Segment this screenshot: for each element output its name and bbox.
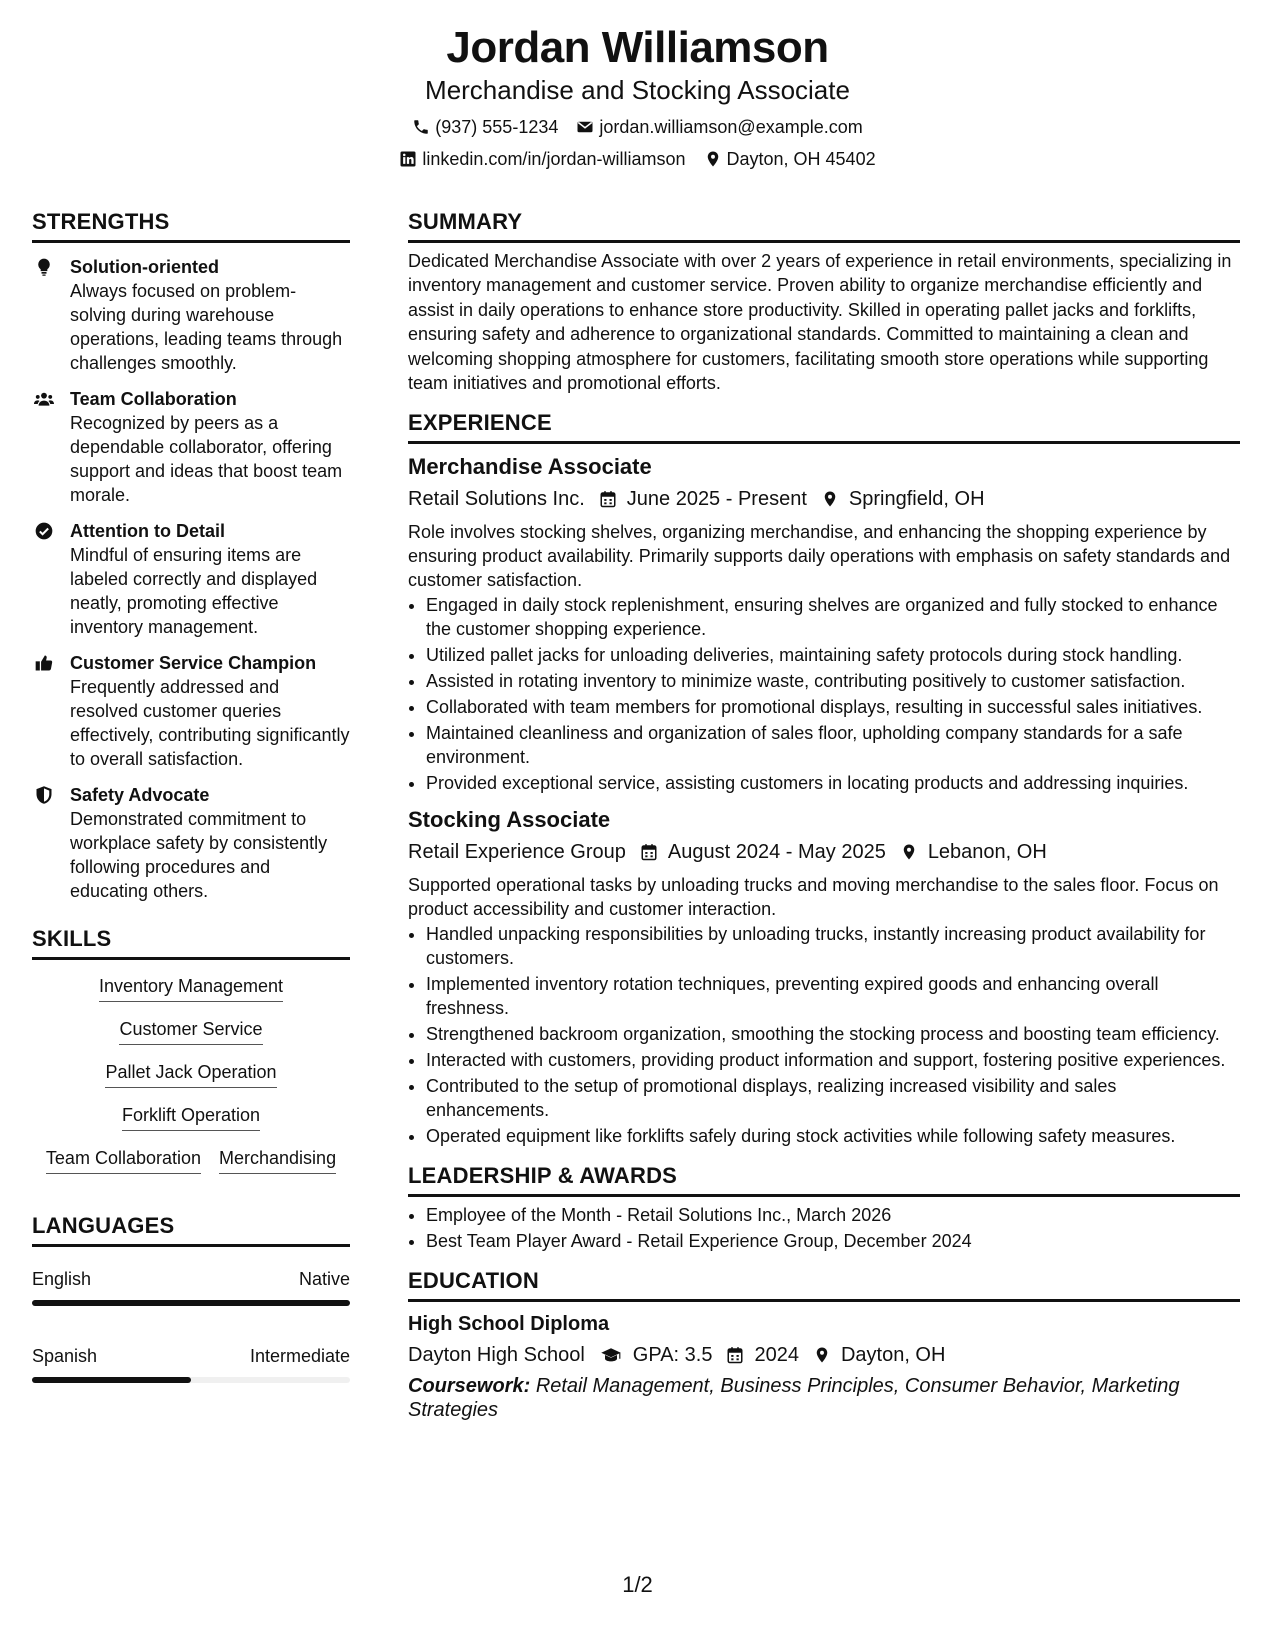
shield-icon: [34, 785, 54, 805]
left-column: [32, 208, 350, 1421]
coursework-label: Coursework:: [408, 1375, 531, 1398]
email-text[interactable]: jordan.williamson@example.com: [599, 117, 863, 137]
phone-text[interactable]: (937) 555-1234: [435, 117, 559, 137]
job-description: Role involves stocking shelves, organizing merchandise, and enhancing the shopping experience by ensuring product availability. Primarily supports daily operations with emphasis on safety standards and customer satisfaction.: [408, 522, 1231, 591]
job-company: Retail Solutions Inc.: [408, 488, 585, 511]
graduation-cap-icon: [599, 1346, 623, 1364]
job-bullets: [408, 593, 1240, 795]
job-title: Merchandise Associate: [408, 454, 652, 480]
education-meta: [408, 1340, 1240, 1370]
strength-title: Safety Advocate: [70, 785, 210, 805]
skill-tag: Team Collaboration: [46, 1146, 201, 1174]
award-item: • Best Team Player Award - Retail Experience Group, December 2024: [426, 1229, 1240, 1253]
strength-item: [32, 387, 350, 507]
education-gpa: GPA: 3.5: [632, 1344, 713, 1367]
lightbulb-icon: [34, 257, 54, 277]
thumbs-up-icon: [34, 653, 54, 673]
job-description: Supported operational tasks by unloading trucks and moving merchandise to the sales floor. Focus on product accessibility and customer interaction.: [408, 875, 1219, 920]
languages-heading: LANGUAGES: [32, 1212, 350, 1247]
skill-tag: Forklift Operation: [122, 1103, 260, 1131]
skill-tag: Customer Service: [119, 1017, 262, 1045]
skills-heading: SKILLS: [32, 925, 350, 960]
language-proficiency-bar: [32, 1300, 350, 1306]
strength-title: Attention to Detail: [70, 521, 225, 541]
linkedin-text[interactable]: linkedin.com/in/jordan-williamson: [422, 149, 686, 169]
job-bullet: • Maintained cleanliness and organization of sales floor, upholding company standards for a safe environment.: [426, 721, 1240, 769]
strength-desc: Mindful of ensuring items are labeled correctly and displayed neatly, promoting effective inventory management.: [70, 545, 318, 637]
calendar-icon: [640, 843, 658, 861]
job-bullet: • Engaged in daily stock replenishment, ensuring shelves are organized and fully stocked to enhance the customer shopping experience.: [426, 593, 1240, 641]
job-bullet: • Handled unpacking responsibilities by unloading trucks, instantly increasing product availability for customers.: [426, 922, 1240, 970]
resume-header: [0, 22, 1275, 172]
experience-heading: EXPERIENCE: [408, 409, 1240, 444]
skill-tag: Inventory Management: [99, 974, 283, 1002]
strength-desc: Demonstrated commitment to workplace safety by consistently following procedures and educating others.: [70, 809, 328, 901]
language-item: [32, 1344, 350, 1383]
strength-title: Customer Service Champion: [70, 653, 317, 673]
location-text: Dayton, OH 45402: [726, 149, 876, 169]
location-contact: [704, 146, 876, 172]
right-column: [408, 208, 1240, 1422]
language-item: [32, 1267, 350, 1306]
language-proficiency-fill: [32, 1377, 191, 1383]
job-location: Lebanon, OH: [927, 841, 1047, 864]
phone-icon: [412, 118, 430, 136]
page-number: 1/2: [622, 1572, 653, 1597]
calendar-icon: [726, 1346, 744, 1364]
strength-item: [32, 651, 350, 771]
linkedin-icon: [399, 150, 417, 168]
job-bullets: [408, 922, 1240, 1148]
language-name: English: [32, 1269, 92, 1289]
job-bullet: • Assisted in rotating inventory to minimize waste, contributing positively to customer satisfaction.: [426, 669, 1240, 693]
strength-desc: Always focused on problem-solving during warehouse operations, leading teams through challenges smoothly.: [70, 281, 343, 373]
education-coursework: [408, 1374, 1240, 1422]
job-bullet: • Utilized pallet jacks for unloading deliveries, maintaining safety protocols during stock handling.: [426, 643, 1240, 667]
job-title: Stocking Associate: [408, 807, 611, 833]
awards-heading: LEADERSHIP & AWARDS: [408, 1162, 1240, 1197]
job-dates: June 2025 - Present: [626, 488, 807, 511]
job-company: Retail Experience Group: [408, 841, 626, 864]
job-bullet: • Implemented inventory rotation techniques, preventing expired goods and enhancing overall freshness.: [426, 972, 1240, 1020]
strength-item: [32, 255, 350, 375]
candidate-title: Merchandise and Stocking Associate: [425, 75, 850, 105]
map-pin-icon: [821, 490, 839, 508]
strength-title: Solution-oriented: [70, 257, 219, 277]
language-level: Native: [298, 1269, 350, 1289]
phone-contact: [412, 114, 558, 140]
job-bullet: • Operated equipment like forklifts safely during stock activities while following safety measures.: [426, 1124, 1240, 1148]
strengths-heading: STRENGTHS: [32, 208, 350, 243]
job-bullet: • Contributed to the setup of promotional displays, realizing increased visibility and sales enhancements.: [426, 1074, 1240, 1122]
skill-tag: Merchandising: [219, 1146, 336, 1174]
map-pin-icon: [704, 150, 722, 168]
candidate-name: Jordan Williamson: [446, 23, 829, 72]
language-name: Spanish: [32, 1346, 98, 1366]
job-dates: August 2024 - May 2025: [667, 841, 886, 864]
education-year: 2024: [754, 1344, 799, 1367]
job-location: Springfield, OH: [848, 488, 985, 511]
job-meta: [408, 837, 1240, 867]
strength-desc: Recognized by peers as a dependable collaborator, offering support and ideas that boost team morale.: [70, 413, 343, 505]
job-bullet: • Collaborated with team members for promotional displays, resulting in successful sales initiatives.: [426, 695, 1240, 719]
job-bullet: • Interacted with customers, providing product information and support, fostering positive experiences.: [426, 1048, 1240, 1072]
strength-item: [32, 519, 350, 639]
education-degree: High School Diploma: [408, 1313, 610, 1336]
skill-tag: Pallet Jack Operation: [105, 1060, 276, 1088]
contact-row-2: [0, 146, 1275, 172]
coursework-text: Retail Management, Business Principles, Consumer Behavior, Marketing Strategies: [408, 1375, 1180, 1422]
job-bullet: • Provided exceptional service, assisting customers in locating products and addressing inquiries.: [426, 771, 1240, 795]
users-icon: [34, 389, 54, 409]
contact-row-1: [0, 114, 1275, 140]
education-school: Dayton High School: [408, 1344, 585, 1367]
language-proficiency-fill: [32, 1300, 350, 1306]
job-meta: [408, 484, 1240, 514]
map-pin-icon: [813, 1346, 831, 1364]
summary-heading: SUMMARY: [408, 208, 1240, 243]
education-location: Dayton, OH: [840, 1344, 946, 1367]
job-entry: [408, 452, 1240, 795]
linkedin-contact: [399, 146, 685, 172]
award-item: • Employee of the Month - Retail Solutions Inc., March 2026: [426, 1203, 1240, 1227]
language-proficiency-bar: [32, 1377, 350, 1383]
skills-list: [32, 974, 350, 1174]
email-contact: [576, 114, 862, 140]
education-heading: EDUCATION: [408, 1267, 1240, 1302]
strength-item: [32, 783, 350, 903]
strength-desc: Frequently addressed and resolved customer queries effectively, contributing significantly to overall satisfaction.: [70, 677, 350, 769]
job-entry: [408, 805, 1240, 1148]
map-pin-icon: [900, 843, 918, 861]
job-bullet: • Strengthened backroom organization, smoothing the stocking process and boosting team efficiency.: [426, 1022, 1240, 1046]
check-circle-icon: [34, 521, 54, 541]
awards-list: [408, 1203, 1240, 1253]
summary-text: Dedicated Merchandise Associate with over 2 years of experience in retail environments, specializing in inventory management and customer service. Proven ability to organize merchandise efficiently and assist in daily operations to enhance store productivity. Skilled in operating pallet jacks and forklifts, ensuring safety and adherence to organizational standards. Committed to maintaining a clean and welcoming shopping atmosphere for customers, facilitating smooth store operations while supporting team initiatives and promotional efforts.: [408, 251, 1232, 394]
strength-title: Team Collaboration: [70, 389, 237, 409]
envelope-icon: [576, 118, 594, 136]
language-level: Intermediate: [249, 1346, 350, 1366]
calendar-icon: [599, 490, 617, 508]
